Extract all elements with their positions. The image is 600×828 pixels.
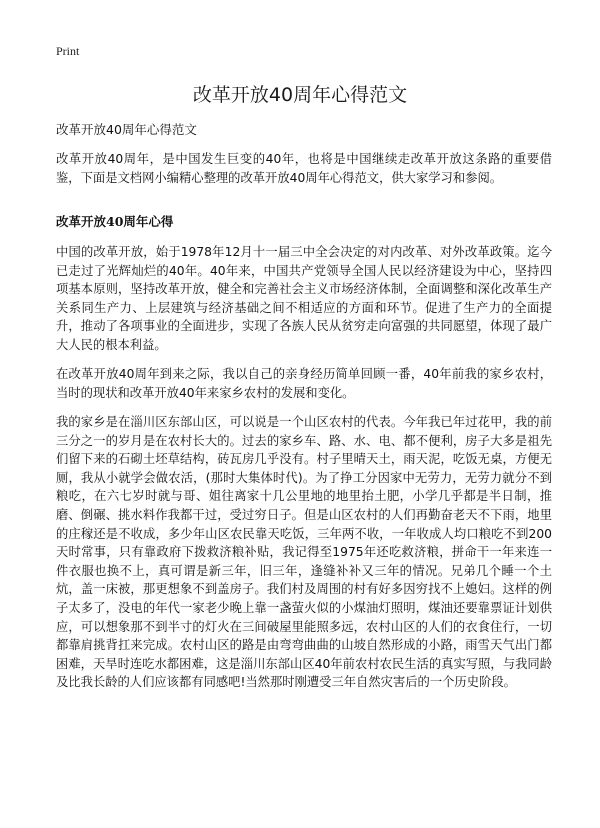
body-paragraph: 我的家乡是在淄川区东部山区，可以说是一个山区农村的代表。今年我已年过花甲，我的前三分之一的岁月是在农村长大的。过去的家乡车、路、水、电、都不便利，房子大多是祖先们留下来的石砌土坯草结构，砖瓦房几乎没有。村子里晴天土，雨天泥，吃饭无桌，方便无厕，我从小就学会做农活，(那时大集体时代)。为了挣工分因家中无劳力，无劳力就分不到粮吃，在六七岁时就与哥、姐往离家十几公里地的地里抬土肥，小学几乎都是半日制，推磨、倒碾、挑水料作我都干过，受过穷日子。但是山区农村的人们再勤奋老天不下雨，地里的庄稼还是不收成，多少年山区农民靠天吃饭，三年两不收，一年收成人均口粮吃不到200天时常事，只有靠政府下拨救济粮补贴，我记得至1975年还吃救济粮，拼命干一年来连一件衣服也换不上，真可谓是新三年，旧三年，逢缝补补又三年的情况。兄弟几个睡一个土炕，盖一床被，那更想象不到盖房子。我们村及周围的村有好多因穷找不上媳妇。这样的例子太多了，没电的年代一家老少晚上靠一盏萤火似的小煤油灯照明，煤油还要靠票证计划供应，可以想象那不到半寸的灯火在三间破屋里能照多远，农村山区的人们的衣食住行，一切都靠肩挑背扛来完成。农村山区的路是由弯弯曲曲的山坡自然形成的小路，雨雪天气出门都困难，天旱时连吃水都困难，这是淄川东部山区40年前农村农民生活的真实写照，与我同龄及比我长龄的人们应该都有同感吧!当然那时刚遭受三年自然灾害后的一个历史阶段。 (56, 415, 552, 690)
page-title: 改革开放40周年心得范文 (192, 84, 408, 106)
section-heading: 改革开放40周年心得 (56, 214, 174, 229)
print-label[interactable]: Print (56, 44, 80, 58)
body-paragraph: 在改革开放40周年到来之际，我以自己的亲身经历简单回顾一番，40年前我的家乡农村，当时的现状和改革开放40年来家乡农村的发展和变化。 (56, 367, 552, 400)
body-paragraph: 中国的改革开放，始于1978年12月十一届三中全会决定的对内改革、对外改革政策。迄今已走过了光辉灿烂的40年。40年来，中国共产党领导全国人民以经济建设为中心，坚持四项基本原则，坚持改革开放，健全和完善社会主义市场经济体制，全面调整和深化改革生产关系同生产力、上层建筑与经济基础之间不相适应的方面和环节。促进了生产力的全面提升，推动了各项事业的全面进步，实现了各族人民从贫穷走向富强的共同愿望，体现了最广大人民的根本利益。 (56, 245, 552, 352)
intro-paragraph: 改革开放40周年，是中国发生巨变的40年，也将是中国继续走改革开放这条路的重要借鉴，下面是文档网小编精心整理的改革开放40周年心得范文，供大家学习和参阅。 (56, 152, 552, 185)
document-subtitle: 改革开放40周年心得范文 (56, 122, 197, 137)
